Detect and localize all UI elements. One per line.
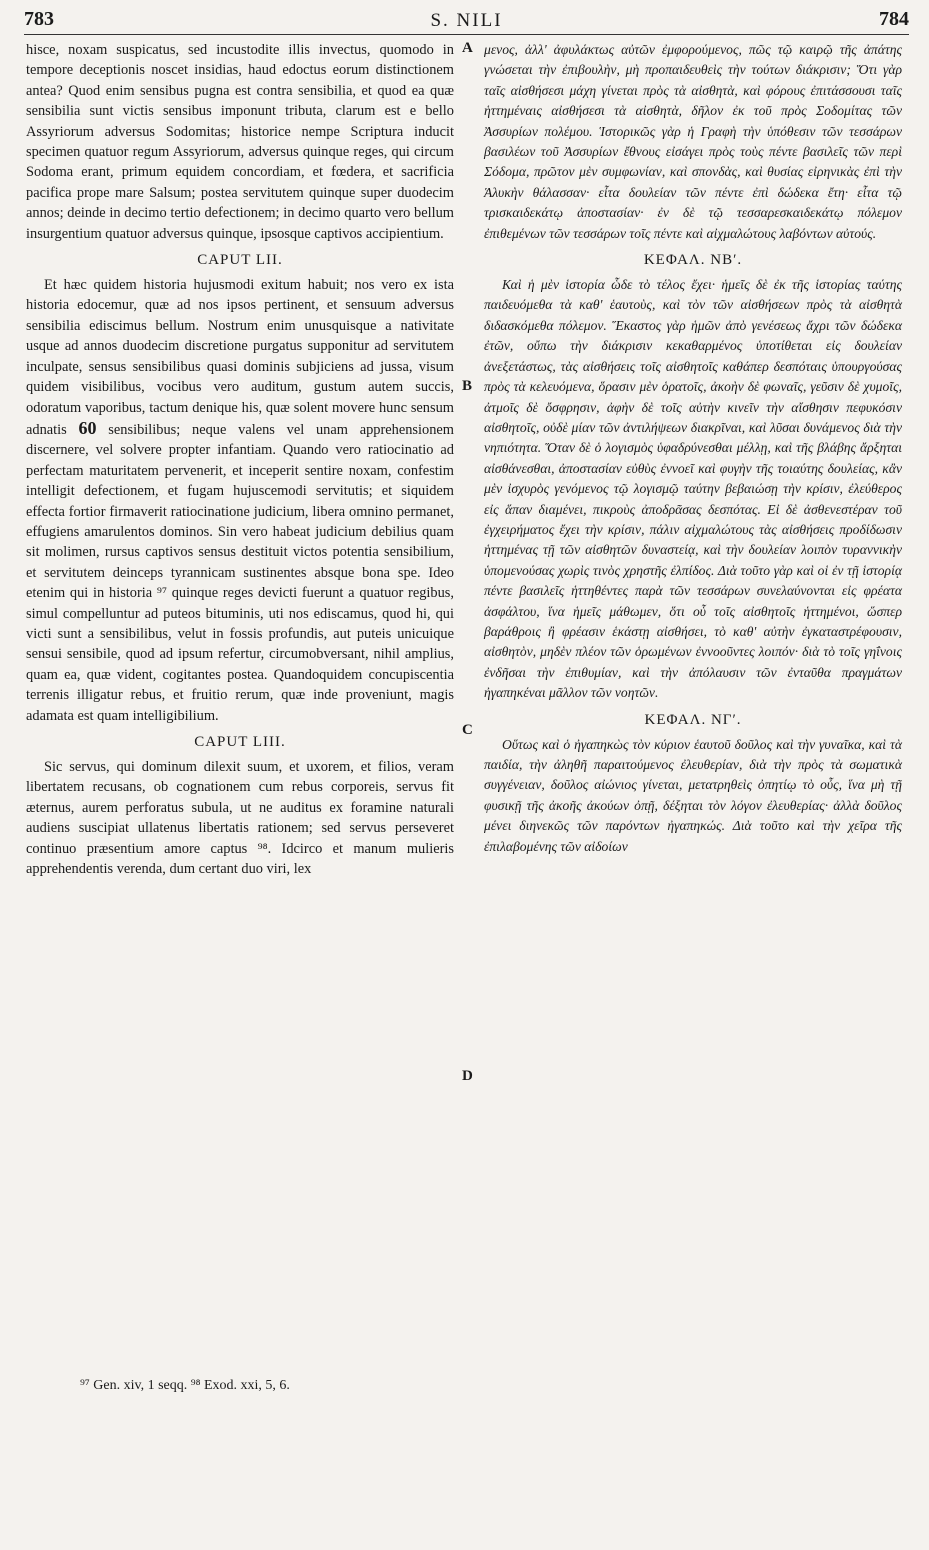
left-page-number: 783	[24, 8, 54, 30]
latin-paragraph-2	[26, 275, 454, 726]
right-page-number: 784	[879, 8, 909, 30]
page-header	[24, 8, 909, 35]
running-title: S. NILI	[430, 10, 503, 31]
latin-paragraph-3: Sic servus, qui dominum dilexit suum, et uxorem, et filios, veram libertatem recusans, ob cognationem cum rebus corporeis, servus fit æternus, aurem perforatus subula, ut ne auditus ex foramine naturali audiens suscipiat ullatenus libertatis rationem; sed servus perseveret continuo præsentium amore captus ⁹⁸. Idcirco et manum mulieris apprehendentis verenda, dum certant duo viri, lex	[26, 759, 454, 878]
latin-paragraph-1: hisce, noxam suspicatus, sed incustodite illis invectus, quomodo in tempore deceptionis noscet insidias, haud edoctus eorum distinctionem antea? Quod enim sensibus pugna est contra sensibilia, et quod ea quæ sensibilia sunt victis sensibus imponunt tributa, clarum est e bello Assyriorum adversus Sodomitas; historice nempe Scriptura inducit specimen quatuor regum Assyriorum, adversus quinque reges, qui circum Sodoma erant, primum equidem concordiam, et fœdera, et sacrificia pacifica prope mare Salsum; postea servitutem quinque super duodecim annos; deinde in decimo tertio defectionem; in decimo quarto vero bellum insurgentium quatuor adversus quinque, ipsosque captivos accipientium.	[26, 42, 454, 242]
margin-letter-a: A	[462, 40, 473, 56]
column-reference-number: 60	[78, 417, 97, 438]
margin-letter-b: B	[462, 378, 473, 394]
greek-paragraph-1: μενος, ἀλλ' ἀφυλάκτως αὐτῶν ἐμφορούμενος, πῶς τῷ καιρῷ τῆς ἀπάτης γνώσεται τὴν ἐπιβουλὴν, μὴ προπαιδευθεὶς τὴν τούτων διάκρισιν; Ὅτι γὰρ ταῖς αἰσθήσεσι μάχη γίνεται πρὸς τὰ αἰσθητὰ, καὶ φόρους ἐπιτάσσουσι ταῖς ἡττημέναις αἰσθήσεσι τὰ αἰσθητὰ, δῆλον ἐκ τοῦ πρὸς Σοδομίτας τῶν Ἀσσυρίων πολέμου. Ἱστορικῶς γὰρ ἡ Γραφὴ τὴν ὑπόθεσιν τῶν τεσσάρων βασιλέων τοῦ Ἀσσυρίων ἔθνους εἰσάγει πρὸς τοὺς πέντε βασιλεῖς τῶν περὶ Σόδομα, πρῶτον μὲν συμφωνίαν, καὶ σπονδὰς, καὶ θυσίας εἰρηνικὰς ἐπὶ τὴν Ἁλυκὴν θάλασσαν· εἶτα δουλείαν τῶν πέντε ἐπὶ δώδεκα ἔτη· εἶτα τῷ τρισκαιδεκάτῳ ἀποστασίαν· ἐν δὲ τῷ τεσσαρεσκαιδεκάτῳ πόλεμον ἐπιθεμένων τῶν τεσσάρων τοῖς πέντε καὶ αἰχμαλώτους λαβόντων αὐτούς.	[484, 42, 902, 241]
margin-letter-c: C	[462, 722, 473, 738]
greek-chapter-52-heading: ΚΕΦΑΛ. ΝΒʹ.	[643, 252, 743, 269]
latin-paragraph-2b: sensibilibus; neque valens vel unam apprehensionem discernere, vel solvere propter infantiam. Quando vero ratiocinatio ad perfectam maturitatem pervenerit, et inceperit sentire noxam, confestim intelligit defectionem, et fugam hujuscemodi servitutis; et siquidem effecta fortior firmaverit ratiocinatione judicium, libera omnino permanet, effugiens amarulentos dominos. Sin vero habeat judicium debilius quam sit molimen, rursus captivos sensus destituit victos potentia sensibilium, et servitutem deinceps tyrannicam sustinentes absque bona spe. Ideo etenim qui in historia ⁹⁷ quinque reges devicti fuerunt a quatuor regibus, simul compelluntur ad puteos bituminis, uti nos ediscamus, quod hi, qui victi sunt a sensibilibus, velut in fossis profundis, aut puteis unicuique sensui sensibile, quod ad ipsum refertur, circumobversant, nihil amplius, quam ea, quæ vident, cogitantes postea. Quandoquidem concupiscentia terrenis illigatur rebus, et fruitio rerum, quæ inde proveniunt, magis adamata est quam intelligibilium.	[26, 421, 454, 724]
greek-column	[484, 40, 902, 857]
footnotes: ⁹⁷ Gen. xiv, 1 seqq. ⁹⁸ Exod. xxi, 5, 6.	[80, 1378, 290, 1393]
margin-letter-d: D	[462, 1068, 473, 1084]
latin-column	[26, 40, 454, 879]
latin-paragraph-2a: Et hæc quidem historia hujusmodi exitum habuit; nos vero ex ista historia edocemur, quæ ad nos ipsos pertinent, et sensuum adversus sensibilia ediscimus bellum. Nostrum enim unusquisque a nativitate usque ad annos duodecim discretione purgatus supponitur ad servitutem inculpate, sensus sensibilibus quasi dominis subjiciens ad jussa, visum quidem visibilibus, vocibus vero auditum, gustum autem succis, odoratum vaporibus, tactum denique his, quæ solent movere hunc sensum adnatis	[26, 277, 454, 438]
latin-chapter-53-heading: CAPUT LIII.	[194, 734, 286, 750]
greek-paragraph-3: Οὕτως καὶ ὁ ἠγαπηκὼς τὸν κύριον ἑαυτοῦ δοῦλος καὶ τὴν γυναῖκα, καὶ τὰ παιδία, τὴν ἀληθῆ παραιτούμενος ἐλευθερίαν, διὰ τὴν πρὸς τὰ σωματικὰ συγγένειαν, δοῦλος αἰώνιος γίνεται, μετατρηθεὶς ὀπητίῳ τὸ οὖς, ἵνα μὴ τῇ φυσικῇ τῆς ἀκοῆς ἀκούων ὀπῇ, δέξηται τὸν λόγον ἐλευθερίας· ἀλλὰ δοῦλος μένει διηνεκῶς τῶν παρόντων ἠγαπηκώς. Διὰ τοῦτο καὶ τὴν χεῖρα τῆς ἐπιλαβομένης τῶν αἰδοίων	[484, 736, 902, 854]
latin-chapter-52-heading: CAPUT LII.	[197, 252, 283, 269]
greek-chapter-53-heading: ΚΕΦΑΛ. ΝΓʹ.	[644, 711, 742, 728]
greek-paragraph-2: Καὶ ἡ μὲν ἱστορία ὧδε τὸ τέλος ἔχει· ἡμεῖς δὲ ἐκ τῆς ἱστορίας ταύτης παιδευόμεθα τὰ καθ' ἑαυτοὺς, καὶ τὸν τῶν αἰσθήσεων πρὸς τὰ αἰσθητὰ διδασκόμεθα πόλεμον. Ἕκαστος γὰρ ἡμῶν ἀπὸ γενέσεως ἄχρι τῶν δώδεκα ἐτῶν, οὔπω τὴν διάκρισιν κεκαθαρμένος ὑποτίθεται εἰς δουλείαν ἀνεξετάστως, τὰς αἰσθήσεις τοῖς αἰσθητοῖς καθάπερ δεσπόταις ὑπουργούσας πρὸς τὰ κελευόμενα, ὅρασιν μὲν ὁρατοῖς, ἀκοὴν δὲ φωναῖς, γεῦσιν δὲ χυμοῖς, ἀτμοῖς δὲ ὄσφρησιν, ἀφὴν δὲ τοῖς αὐτὴν κινεῖν τὴν αἴσθησιν πεφυκόσιν αἰσθητοῖς, οὐδὲ μίαν τῶν ἀντιλήψεων διακρῖναι, καὶ λῦσαι δυνάμενος διὰ τὴν νηπιότητα. Ὅταν δὲ ὁ λογισμὸς ὑφαδρύνεσθαι μέλλῃ, καὶ τῆς βλάβης ἄρξηται αἰσθάνεσθαι, ἀποστασίαν εὐθὺς ἐννοεῖ καὶ φυγὴν τῆς τοιαύτης δουλείας, κἂν μὲν ἰσχυρὸς γενόμενος τῷ λογισμῷ ταύτην βεβαιώσῃ τὴν κρίσιν, ἐλεύθερος εἰς ἅπαν διαμένει, πικροὺς ἀποδρᾶσας δεσπότας. Εἰ δὲ ἀσθενεστέραν τοῦ ἐγχειρήματος ἔχει τὴν κρίσιν, πάλιν αἰχμαλώτους τὰς αἰσθήσεις προδίδωσιν ἡττημένας τῇ τῶν αἰσθητῶν δυναστείᾳ, καὶ τὴν δουλείαν λοιπὸν τυραννικὴν ὑπομενούσας χωρὶς τινὸς χρηστῆς ἐλπίδος. Διὰ τοῦτο γὰρ καὶ οἱ ἐν τῇ ἱστορίᾳ πέντε βασιλεῖς ἡττηθέντες παρὰ τῶν τεσσάρων συνελαύνονται εἰς φρέατα ἀσφάλτου, ἵνα ἡμεῖς μάθωμεν, ὅτι οὗ τοῖς αἰσθητοῖς ἡττημένοι, ὥσπερ βαράθροις ἢ φρέασιν ἑκάστῃ αἰσθήσει, τὸ καθ' αὐτὴν ἐγκαταστρέφουσιν, αἰσθητὸν, μηδὲν πλέον τῶν ὁρωμένων ἐννοοῦντες λοιπόν· διὰ τὸ τοῖς γηΐνοις ἐνδῆσαι τὴν ἐπιθυμίαν, καὶ τὴν ἀπόλαυσιν τῶν ἐνταῦθα πραγμάτων ἠγαπηκέναι μᾶλλον τῶν νοητῶν.	[484, 277, 902, 701]
